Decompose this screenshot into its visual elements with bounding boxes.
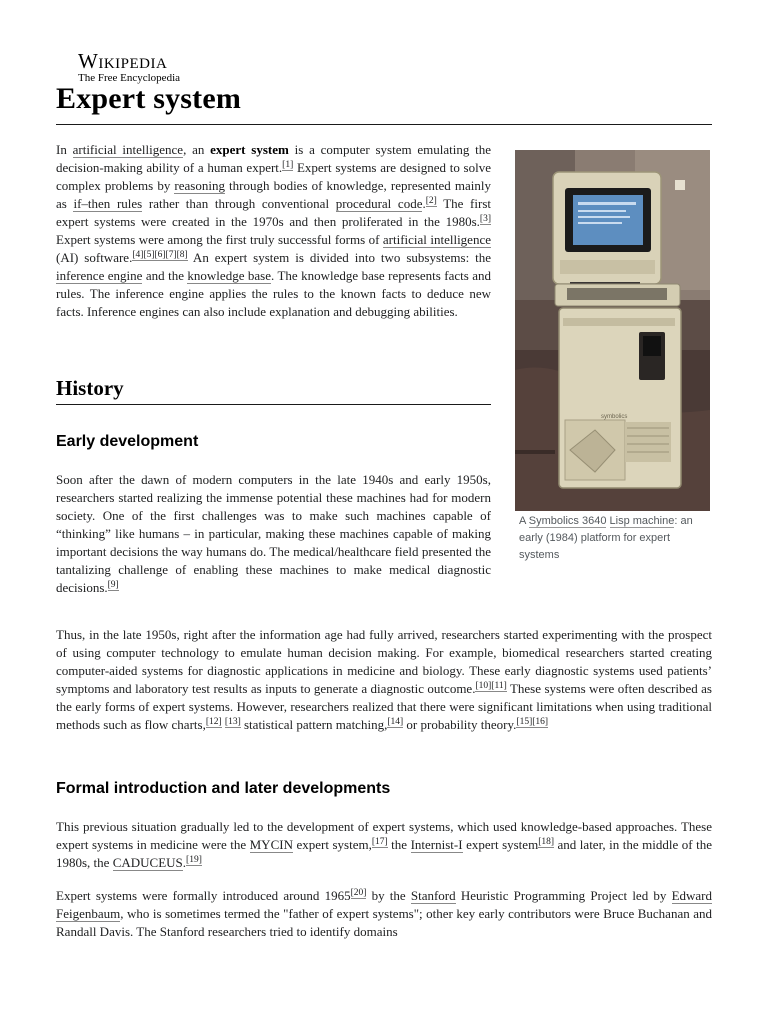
text-run: is a computer system emulating the decision-making ability of a human expert.	[56, 142, 492, 175]
citation	[351, 888, 367, 899]
citation-link[interactable]: [2]	[425, 196, 437, 206]
citation	[516, 717, 548, 728]
subsection-heading-formal-introduction: Formal introduction and later developments	[56, 780, 391, 797]
citation-link[interactable]: [15][16]	[516, 717, 549, 727]
citation-link[interactable]: [10][11]	[475, 681, 507, 691]
intro-paragraph	[56, 141, 491, 321]
citation	[480, 214, 491, 225]
citation	[206, 717, 222, 728]
wiki-link[interactable]: artificial intelligence	[72, 142, 184, 157]
citation-link[interactable]: [13]	[224, 717, 241, 727]
text-run: In	[56, 142, 73, 157]
text-run: : an early (1984) platform for expert systems	[519, 515, 693, 561]
citation	[387, 717, 403, 728]
text-run: , who is sometimes termed the "father of expert systems"; other key early contributors were Bruce Buchanan and Randall Davis. The Stanford researchers tried to identify domains	[56, 906, 712, 939]
text-run: The first expert systems were created in the 1970s and then proliferated in the 1980s.	[56, 196, 491, 229]
citation-link[interactable]: [19]	[186, 855, 202, 865]
figure-caption	[519, 513, 711, 564]
text-run: Heuristic Programming Project led by	[455, 888, 672, 903]
text-run: and the	[142, 268, 188, 283]
text-run: These systems were often described as the early forms of expert systems. However, researchers realized that there were significant limitations when using traditional methods such as flow charts,	[56, 681, 712, 732]
wiki-link[interactable]: Symbolics 3640	[528, 515, 607, 527]
citation-link[interactable]: [18]	[538, 837, 555, 847]
text-run: by the	[366, 888, 411, 903]
wiki-link[interactable]: procedural code	[335, 196, 423, 211]
citation	[186, 855, 202, 866]
machine-brand-label: symbolics	[601, 414, 628, 420]
text-run: and later, in the middle of the 1980s, the	[56, 837, 712, 870]
lisp-machine-illustration	[515, 150, 710, 511]
wiki-link[interactable]: Stanford	[410, 888, 456, 903]
citation-link[interactable]: [14]	[387, 717, 404, 727]
history-divider	[56, 404, 491, 405]
citation	[426, 196, 437, 207]
citation	[372, 837, 388, 848]
text-run: Expert systems were formally introduced around 1965	[56, 888, 351, 903]
text-run: through bodies of knowledge, represented mainly as	[56, 178, 491, 211]
citation-link[interactable]: [4][5][6][7][8]	[132, 250, 188, 260]
wiki-link[interactable]: Lisp machine	[609, 515, 675, 527]
wiki-link[interactable]: Internist-I	[410, 837, 463, 852]
logo-wordmark: Wikipedia	[78, 49, 168, 73]
text-run: the	[387, 837, 411, 852]
citation-link[interactable]: [9]	[107, 580, 119, 590]
wikipedia-logo[interactable]	[78, 50, 180, 85]
formal-paragraph-1	[56, 818, 712, 872]
citation-link[interactable]: [20]	[350, 888, 367, 898]
text-run: .	[182, 855, 187, 870]
text-run: An expert system is divided into two subsystems: the	[187, 250, 491, 265]
wiki-link[interactable]: artificial intelligence	[382, 232, 491, 247]
section-heading-history: History	[56, 376, 124, 400]
title-divider	[56, 124, 712, 125]
text-run: .	[422, 196, 426, 211]
text-run: statistical pattern matching,	[240, 717, 388, 732]
citation	[538, 837, 554, 848]
text-run: This previous situation gradually led to the development of expert systems, which used knowledge-based approaches. These expert systems in medicine were the	[56, 819, 712, 852]
wiki-link[interactable]: CADUCEUS	[112, 855, 183, 870]
early-paragraph-2	[56, 626, 712, 734]
wiki-link[interactable]: MYCIN	[249, 837, 293, 852]
text-run: expert system	[462, 837, 539, 852]
citation	[108, 580, 119, 591]
wiki-link[interactable]: knowledge base	[187, 268, 271, 283]
text-run: Thus, in the late 1950s, right after the information age had fully arrived, researchers started experimenting with the prospect of using computer technology to emulate human decision making. For example, biomedical researchers started creating computer-aided systems for diagnostic applications in medicine and biology. These early diagnostic systems used patients’ symptoms and laboratory test results as inputs to generate a diagnostic outcome.	[56, 627, 712, 696]
text-run: . The knowledge base represents facts and rules. The inference engine applies the rules to the known facts to deduce new facts. Inference engines can also include explanation and debugging abilities.	[56, 268, 491, 319]
text-run: Expert systems were among the first truly successful forms of	[56, 232, 383, 247]
citation-link[interactable]: [1]	[282, 160, 294, 170]
bold-term: expert system	[210, 142, 289, 157]
text-run: Soon after the dawn of modern computers in the late 1940s and early 1950s, researchers started realizing the immense potential these machines had for modern society. One of the first challenges was to make such machines capable of “thinking” like humans – in particular, making these machines capable of making important decisions the way humans do. The medical/healthcare field presented the tantalizing challenge of enabling these machines to make medical diagnostic decisions.	[56, 472, 491, 595]
citation	[475, 681, 506, 692]
citation-link[interactable]: [17]	[371, 837, 388, 847]
citation	[225, 717, 241, 728]
wiki-link[interactable]: if–then rules	[73, 196, 143, 211]
text-run: or probability theory.	[403, 717, 517, 732]
text-run: A	[519, 515, 529, 527]
citation-link[interactable]: [3]	[479, 214, 491, 224]
citation	[132, 250, 187, 261]
citation	[282, 160, 293, 171]
wiki-link[interactable]: Edward Feigenbaum	[56, 888, 712, 921]
citation-link[interactable]: [12]	[205, 717, 222, 727]
page-title: Expert system	[56, 82, 242, 115]
wiki-link[interactable]: inference engine	[56, 268, 143, 283]
wiki-link[interactable]: reasoning	[174, 178, 225, 193]
text-run: rather than through conventional	[142, 196, 336, 211]
text-run: , an	[183, 142, 211, 157]
text-run: Expert systems are designed to solve complex problems by	[56, 160, 491, 193]
logo-tagline: The Free Encyclopedia	[78, 72, 181, 84]
text-run: expert system,	[292, 837, 372, 852]
text-run: (AI) software.	[56, 250, 133, 265]
symbolics-lisp-machine-photo[interactable]	[515, 150, 710, 511]
formal-paragraph-2	[56, 887, 712, 941]
early-paragraph-1	[56, 471, 491, 597]
subsection-heading-early-development: Early development	[56, 433, 199, 450]
